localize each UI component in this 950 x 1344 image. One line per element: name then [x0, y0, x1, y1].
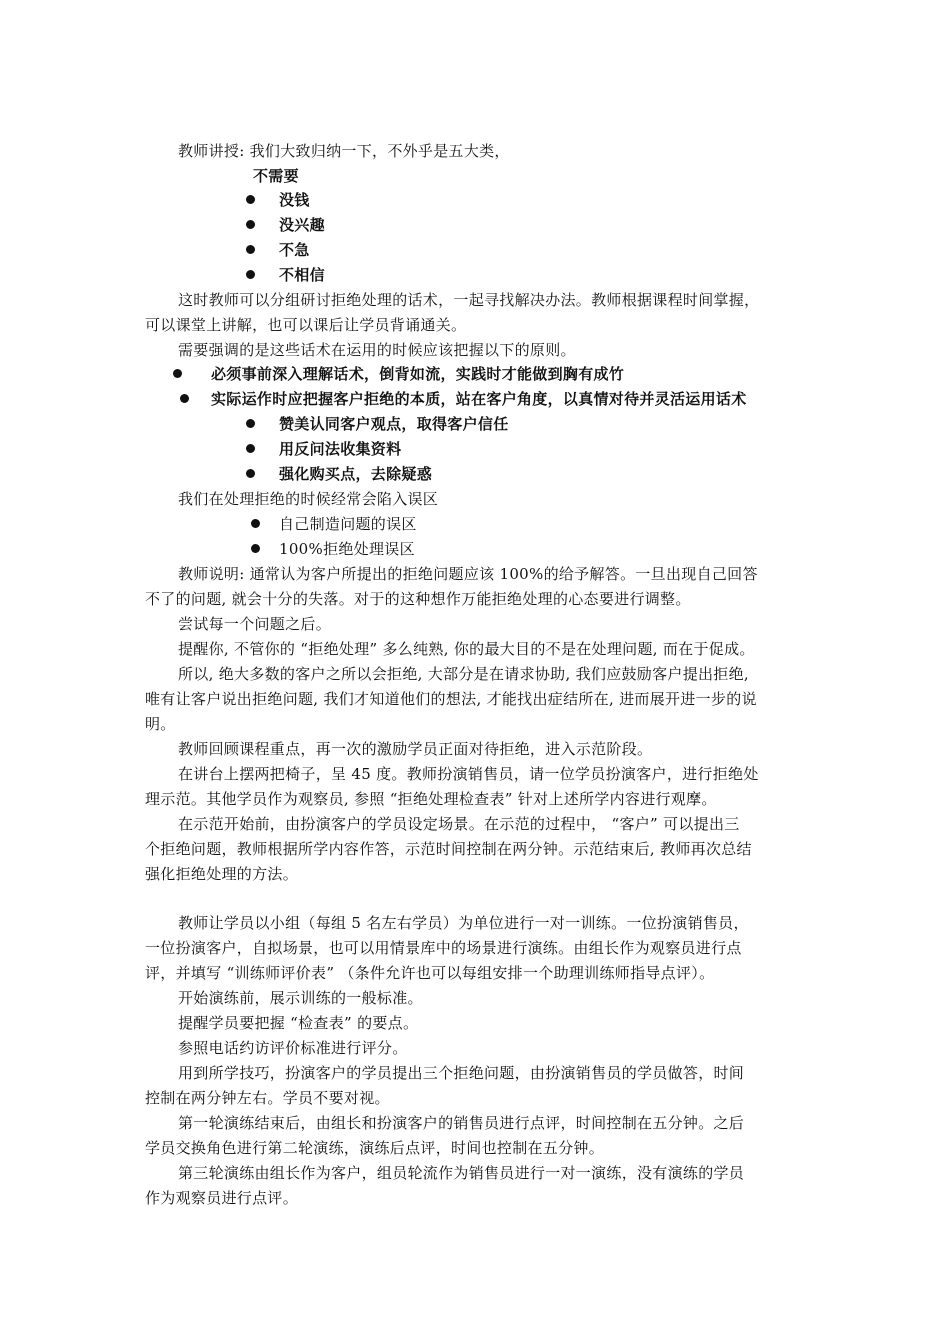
bullet-icon — [246, 245, 255, 254]
paragraph-line: 在示范开始前，由扮演客户的学员设定场景。在示范的过程中， “客户” 可以提出三 — [178, 815, 740, 833]
bullet-icon — [246, 419, 255, 428]
paragraph-line: 第三轮演练由组长作为客户，组员轮流作为销售员进行一对一演练，没有演练的学员 — [178, 1164, 745, 1182]
sub-principle-item: 强化购买点，去除疑惑 — [279, 465, 433, 483]
paragraph-line: 提醒学员要把握 “检查表” 的要点。 — [178, 1014, 419, 1032]
category-item: 不急 — [279, 241, 310, 259]
principle-item: 实际运作时应把握客户拒绝的本质，站在客户角度，以真情对待并灵活运用话术 — [211, 390, 747, 408]
paragraph-line: 尝试每一个问题之后。 — [178, 615, 332, 633]
paragraph-line: 提醒你, 不管你的 “拒绝处理” 多么纯熟, 你的最大目的不是在处理问题, 而在于促成。 — [178, 640, 755, 658]
paragraph-line: 不了的问题, 就会十分的失落。对于的这种想作万能拒绝处理的心态要进行调整。 — [145, 590, 691, 608]
category-heading: 不需要 — [253, 167, 299, 185]
bullet-icon — [246, 195, 255, 204]
bullet-icon — [246, 270, 255, 279]
paragraph-line: 教师说明: 通常认为客户所提出的拒绝问题应该 100%的给予解答。一旦出现自己回答 — [178, 565, 758, 583]
bullet-icon — [246, 444, 255, 453]
paragraph-line: 我们在处理拒绝的时候经常会陷入误区 — [178, 490, 439, 508]
paragraph-line: 所以, 绝大多数的客户之所以会拒绝, 大部分是在请求协助, 我们应鼓励客户提出拒绝, — [178, 665, 749, 683]
paragraph-line: 一位扮演客户，自拟场景，也可以用情景库中的场景进行演练。由组长作为观察员进行点 — [145, 939, 742, 957]
intro-line: 教师讲授: 我们大致归纳一下，不外乎是五大类， — [178, 142, 510, 160]
paragraph-line: 这时教师可以分组研讨拒绝处理的话术，一起寻找解决办法。教师根据课程时间掌握， — [178, 291, 760, 309]
paragraph-line: 学员交换角色进行第二轮演练，演练后点评，时间也控制在五分钟。 — [145, 1139, 605, 1157]
paragraph-line: 教师让学员以小组（每组 5 名左右学员）为单位进行一对一训练。一位扮演销售员， — [178, 914, 749, 932]
paragraph-line: 在讲台上摆两把椅子，呈 45 度。教师扮演销售员，请一位学员扮演客户，进行拒绝处 — [178, 765, 759, 783]
sub-principle-item: 赞美认同客户观点，取得客户信任 — [279, 415, 509, 433]
paragraph-line: 可以课堂上讲解，也可以课后让学员背诵通关。 — [145, 316, 467, 334]
pitfall-item: 100%拒绝处理误区 — [279, 540, 415, 558]
paragraph-line: 个拒绝问题，教师根据所学内容作答，示范时间控制在两分钟。示范结束后, 教师再次总结 — [145, 840, 752, 858]
bullet-icon — [246, 469, 255, 478]
bullet-icon — [251, 519, 260, 528]
paragraph-line: 评，并填写 “训练师评价表” （条件允许也可以每组安排一个助理训练师指导点评）。 — [145, 964, 715, 982]
bullet-icon — [246, 220, 255, 229]
category-item: 没兴趣 — [279, 216, 325, 234]
category-item: 不相信 — [279, 266, 325, 284]
paragraph-line: 理示范。其他学员作为观察员, 参照 “拒绝处理检查表” 针对上述所学内容进行观摩。 — [145, 790, 717, 808]
paragraph-line: 强化拒绝处理的方法。 — [145, 865, 299, 883]
pitfall-item: 自己制造问题的误区 — [279, 515, 417, 533]
paragraph-line: 第一轮演练结束后，由组长和扮演客户的销售员进行点评，时间控制在五分钟。之后 — [178, 1114, 745, 1132]
paragraph-line: 控制在两分钟左右。学员不要对视。 — [145, 1089, 390, 1107]
paragraph-line: 开始演练前，展示训练的一般标准。 — [178, 989, 423, 1007]
principle-item: 必须事前深入理解话术，倒背如流，实践时才能做到胸有成竹 — [211, 365, 625, 383]
bullet-icon — [173, 369, 182, 378]
bullet-icon — [251, 544, 260, 553]
paragraph-line: 用到所学技巧，扮演客户的学员提出三个拒绝问题，由扮演销售员的学员做答，时间 — [178, 1064, 745, 1082]
paragraph-line: 明。 — [145, 715, 176, 733]
paragraph-line: 唯有让客户说出拒绝问题, 我们才知道他们的想法, 才能找出症结所在, 进而展开进一步的说 — [145, 690, 757, 708]
sub-principle-item: 用反问法收集资料 — [279, 440, 402, 458]
paragraph-line: 教师回顾课程重点，再一次的激励学员正面对待拒绝，进入示范阶段。 — [178, 740, 653, 758]
bullet-icon — [180, 394, 189, 403]
paragraph-line: 需要强调的是这些话术在运用的时候应该把握以下的原则。 — [178, 341, 576, 359]
paragraph-line: 作为观察员进行点评。 — [145, 1189, 299, 1207]
paragraph-line: 参照电话约访评价标准进行评分。 — [178, 1039, 408, 1057]
category-item: 没钱 — [279, 191, 310, 209]
